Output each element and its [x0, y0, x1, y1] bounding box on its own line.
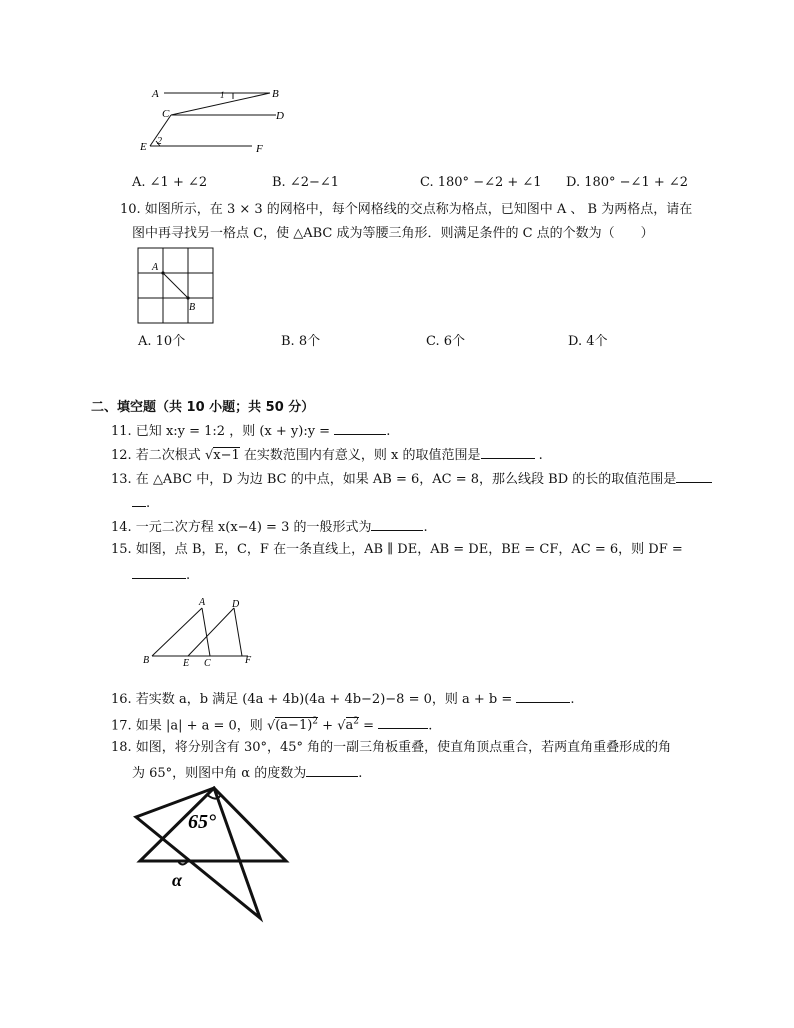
label-F: F — [245, 655, 252, 666]
label-B: B — [189, 302, 196, 313]
q9-option-d: D. 180° −∠1 + ∠2 — [566, 175, 689, 190]
label-65-degrees: 65° — [188, 811, 216, 833]
label-angle-1: 1 — [220, 90, 225, 100]
q9-option-a: A. ∠1 + ∠2 — [132, 175, 208, 190]
q13: 13. 在 △ABC 中，D 为边 BC 的中点，如果 AB = 6，AC = 8，那么线段 BD 的长的取值范围是 — [111, 470, 712, 488]
figure-q18 — [126, 782, 292, 928]
label-A: A — [152, 88, 159, 100]
q10-option-b: B. 8个 — [281, 334, 321, 349]
q10-option-a: A. 10个 — [138, 334, 186, 349]
q15: 15. 如图，点 B，E，C，F 在一条直线上，AB ∥ DE，AB = DE，BE = CF，AC = 6，则 DF = — [111, 542, 683, 557]
q10-line2: 图中再寻找另一格点 C，使 △ABC 成为等腰三角形．则满足条件的 C 点的个数为（ ） — [132, 226, 654, 241]
q12: 12. 若二次根式 √x−1 在实数范围内有意义，则 x 的取值范围是 . — [111, 448, 543, 463]
q17: 17. 如果 |a| + a = 0，则 $√(a-1)^2 + √a^2$ = . — [111, 717, 433, 734]
section-title-fill-in: 二、填空题（共 10 小题；共 50 分） — [91, 400, 315, 415]
q9-option-b: B. ∠2−∠1 — [272, 175, 340, 190]
label-D: D — [232, 599, 240, 610]
label-F: F — [256, 143, 263, 155]
q13-line2: . — [132, 494, 150, 512]
figure-q10-grid — [136, 246, 216, 326]
figure-q15 — [142, 596, 262, 668]
q9-option-c: C. 180° −∠2 + ∠1 — [420, 175, 542, 190]
sqrt-sign: √ — [204, 448, 214, 463]
q18-line2: 为 65°，则图中角 α 的度数为 . — [132, 766, 363, 781]
figure-q9 — [140, 82, 300, 158]
q15-line2: . — [132, 566, 190, 584]
q11: 11. 已知 x:y = 1:2 ，则 (x + y):y = . — [111, 424, 391, 439]
label-A: A — [199, 597, 206, 608]
label-D: D — [276, 110, 284, 122]
q10-option-d: D. 4个 — [568, 334, 608, 349]
label-E: E — [183, 658, 190, 668]
label-C: C — [162, 108, 170, 120]
label-B: B — [272, 88, 279, 100]
q10-option-c: C. 6个 — [426, 334, 466, 349]
q16: 16. 若实数 a，b 满足 (4a + 4b)(4a + 4b−2)−8 = 0，则 a + b = . — [111, 692, 575, 707]
label-alpha: α — [172, 870, 182, 890]
q10-line1: 10. 如图所示，在 3 × 3 的网格中，每个网格线的交点称为格点，已知图中 A 、 B 为两格点，请在 — [120, 202, 693, 217]
label-E: E — [140, 141, 147, 153]
label-C: C — [204, 658, 211, 668]
label-A: A — [152, 262, 159, 273]
q14: 14. 一元二次方程 x(x−4) = 3 的一般形式为 . — [111, 520, 428, 535]
q18-line1: 18. 如图，将分别含有 30°，45° 角的一副三角板重叠，使直角顶点重合，若两直角重叠形成的角 — [111, 740, 672, 755]
label-B: B — [143, 655, 150, 666]
label-angle-2: 2 — [157, 136, 162, 147]
